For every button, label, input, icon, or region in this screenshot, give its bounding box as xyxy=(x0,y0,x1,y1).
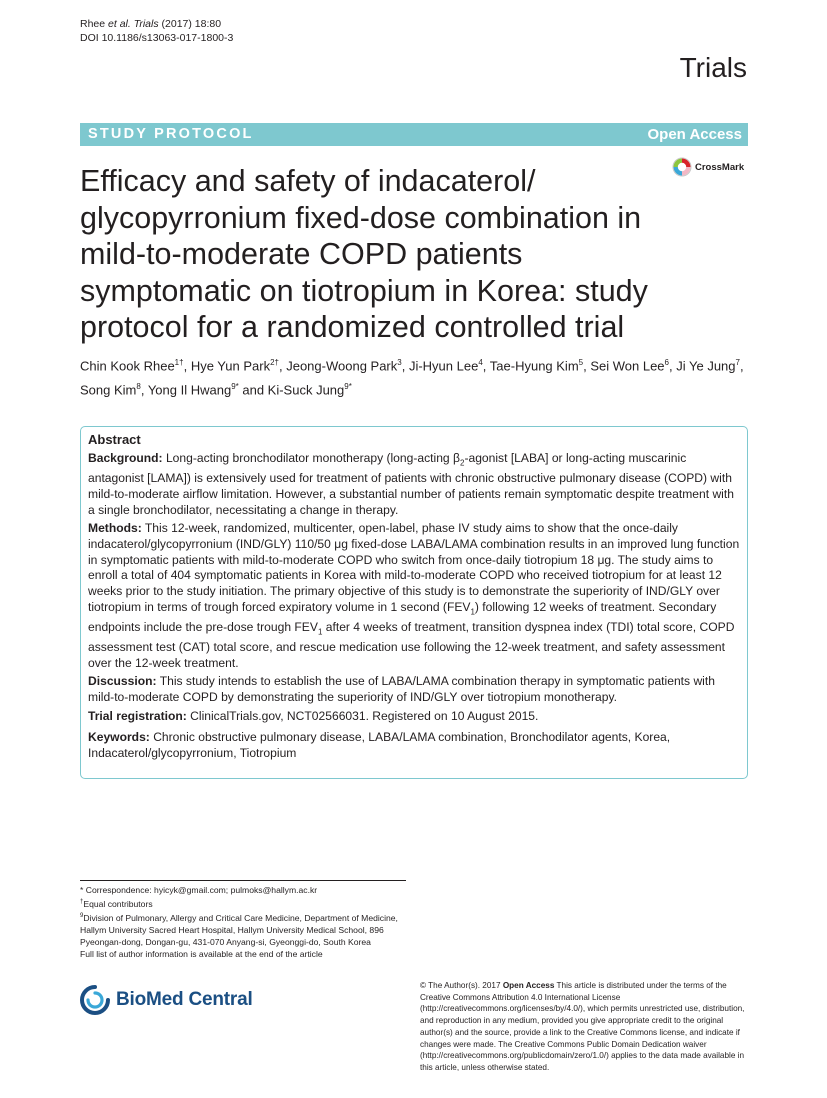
author-affiliation-sup: 9* xyxy=(344,382,352,392)
equal-contributors-note: †Equal contributors xyxy=(80,898,153,909)
biomed-central-logo xyxy=(80,985,253,1015)
author-list xyxy=(80,352,750,401)
author-separator: , xyxy=(482,358,490,374)
abstract-discussion: Discussion: This study intends to establish the use of LABA/LAMA combination therapy in symptomatic patients with mild-to-moderate COPD by demonstrating the superiority of IND/GLY over tiotropium monotherapy. xyxy=(88,674,715,705)
author-name: Ji Ye Jung xyxy=(676,358,736,374)
article-type-banner xyxy=(80,123,748,146)
author-separator: , xyxy=(583,358,591,374)
author-separator: , xyxy=(278,358,287,374)
author-affiliation-sup: 5 xyxy=(578,358,584,367)
author-separator: , xyxy=(401,358,409,374)
doi-line[interactable]: DOI 10.1186/s13063-017-1800-3 xyxy=(80,32,234,44)
author-name: Hye Yun Park xyxy=(190,358,271,374)
author-separator: , xyxy=(140,382,148,398)
citation-line: Rhee et al. Trials (2017) 18:80 xyxy=(80,18,222,30)
citation-header xyxy=(80,17,233,45)
abstract-background: Background: Long-acting bronchodilator monotherapy (long-acting $\beta_2$-agonist [LABA] or long-acting muscarinic antagonist [LAMA]) is extensively used for treatment of patients with chronic obstructive pulmonary disease (COPD) with mild-to-moderate airflow limitation. However, a substantial number of patients remain symptomatic despite treatment with a single bronchodilator, necessitating a change in therapy. xyxy=(88,451,734,517)
author-name: Ki-Suck Jung xyxy=(267,382,345,398)
author-separator: , xyxy=(669,358,677,374)
author-affiliation-sup: 2† xyxy=(270,358,279,367)
author-name: Jeong-Woong Park xyxy=(286,358,398,374)
affiliation-note: $^9$Division of Pulmonary, Allergy and Critical Care Medicine, Department of Medicine, Hallym University Sacred Heart Hospital, Hallym University Medical School, 896 Pyeongan-dong, Dongan-gu, 431-070 Anyang-si, Gyeonggi-do, South Korea xyxy=(80,912,398,947)
author-name: Sei Won Lee xyxy=(590,358,665,374)
biomed-central-icon xyxy=(80,985,110,1015)
author-affiliation-sup: 7 xyxy=(735,358,740,367)
crossmark-label: CrossMark xyxy=(695,161,745,173)
author-affiliation-sup: 9* xyxy=(231,382,239,392)
author-affiliation-sup: 8 xyxy=(136,382,141,392)
author-separator: and xyxy=(238,382,268,398)
license-text: © The Author(s). 2017 Open Access This article is distributed under the terms of the Creative Commons Attribution 4.0 International License (http://creativecommons.org/licenses/by/4.0/), which permits unrestricted use, distribution, and reproduction in any medium, provided you give appropriate credit to the original author(s) and the source, provide a link to the Creative Commons license, and indicate if changes were made. The Creative Commons Public Domain Dedication waiver (http://creativecommons.org/publicdomain/zero/1.0/) applies to the data made available in this article, unless otherwise stated. xyxy=(420,981,745,1072)
article-title: Efficacy and safety of indacaterol/ glycopyrronium fixed-dose combination in mild-to-moderate COPD patients symptomatic on tiotropium in Korea: study protocol for a randomized controlled trial xyxy=(80,164,648,345)
author-separator: , xyxy=(739,358,744,374)
biomed-central-text: BioMed Central xyxy=(116,989,253,1010)
abstract-keywords: Keywords: Chronic obstructive pulmonary disease, LABA/LAMA combination, Bronchodilator agents, Korea, Indacaterol/glycopyrronium, Tiotropium xyxy=(88,730,671,761)
author-name: Chin Kook Rhee xyxy=(80,358,175,374)
author-name: Yong Il Hwang xyxy=(147,382,232,398)
author-affiliation-sup: 3 xyxy=(397,358,402,367)
author-separator: , xyxy=(183,358,191,374)
author-info-note: Full list of author information is available at the end of the article xyxy=(80,948,323,959)
abstract-box xyxy=(80,426,748,779)
footnote-divider xyxy=(80,880,406,881)
author-name: Tae-Hyung Kim xyxy=(489,358,579,374)
author-affiliation-sup: 4 xyxy=(478,358,483,367)
author-affiliation-sup: 6 xyxy=(664,358,669,367)
open-access-label: Open Access xyxy=(647,126,742,143)
abstract-methods: Methods: This 12-week, randomized, multicenter, open-label, phase IV study aims to show that the once-daily indacaterol/glycopyrronium (IND/GLY) 110/50 μg fixed-dose LABA/LAMA combination results in an improved lung function in symptomatic patients with mild-to-moderate COPD who switch from once-daily tiotropium 18 μg. The study aims to enroll a total of 404 symptomatic patients in Korea with mild-to-moderate COPD who received tiotropium for at least 12 weeks prior to the study initiation. The primary objective of this study is to demonstrate the superiority of IND/GLY over tiotropium in terms of trough forced expiratory volume in 1 second $(FEV_1)$ following 12 weeks of treatment. Secondary endpoints include the pre-dose trough $FEV_1$ after 4 weeks of treatment, transition dyspnea index (TDI) total score, COPD assessment test (CAT) total score, and rescue medication use following the 12-week treatment, and safety assessment over the 12-week treatment. xyxy=(88,521,740,670)
article-type-label: STUDY PROTOCOL xyxy=(88,126,254,142)
journal-name: Trials xyxy=(679,52,747,83)
crossmark-badge[interactable] xyxy=(672,157,744,177)
author-name: Song Kim xyxy=(80,382,137,398)
author-affiliation-sup: 1† xyxy=(174,358,184,367)
crossmark-icon xyxy=(672,157,692,177)
abstract-trial-registration: Trial registration: ClinicalTrials.gov, NCT02566031. Registered on 10 August 2015. xyxy=(88,708,539,723)
author-name: Ji-Hyun Lee xyxy=(408,358,479,374)
footnotes xyxy=(80,884,410,960)
correspondence-note: * Correspondence: hyicyk@gmail.com; pulmoks@hallym.ac.kr xyxy=(80,885,318,895)
abstract-heading: Abstract xyxy=(88,432,141,447)
